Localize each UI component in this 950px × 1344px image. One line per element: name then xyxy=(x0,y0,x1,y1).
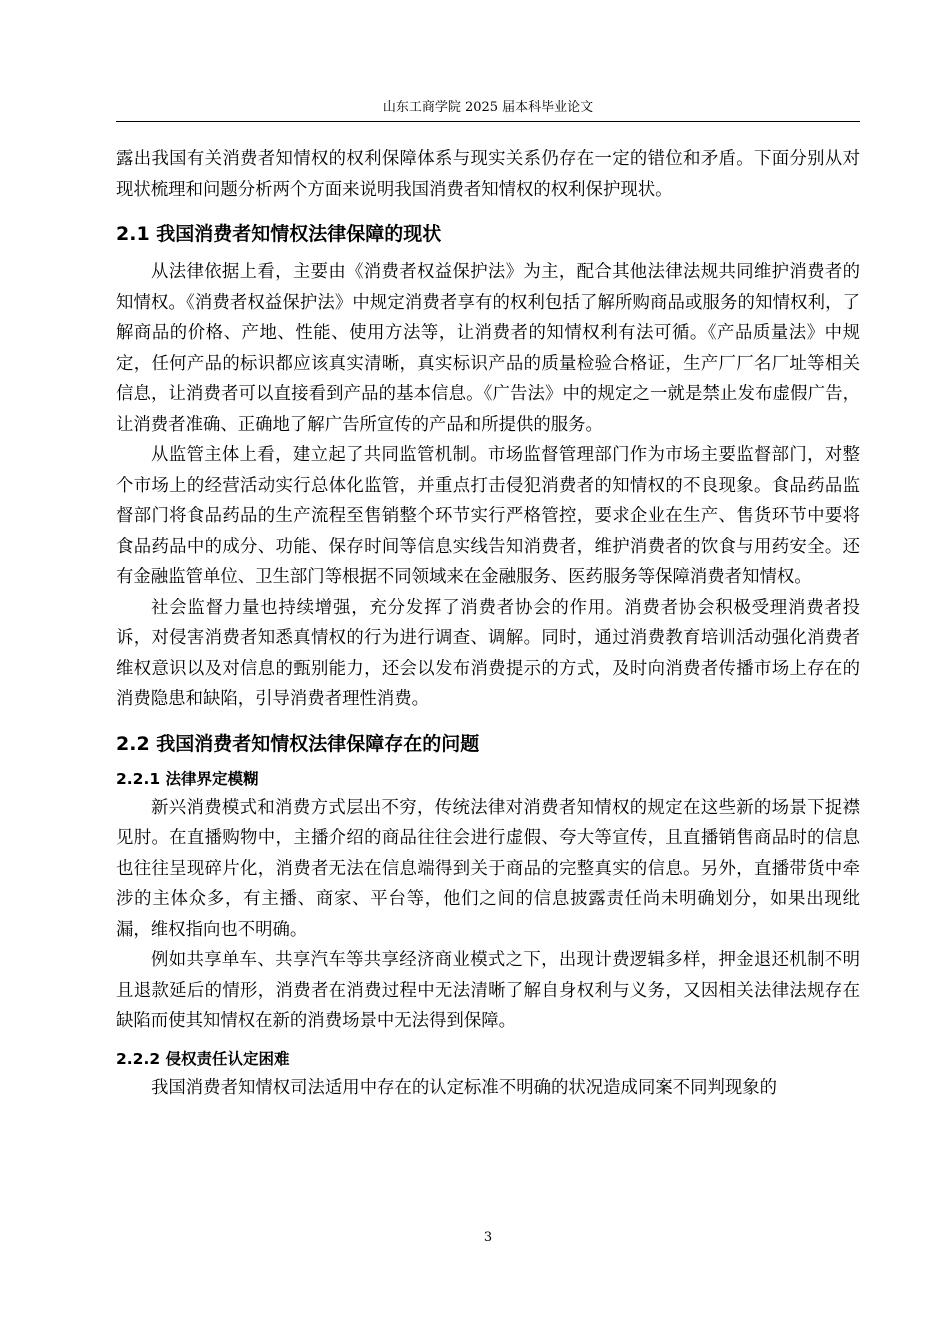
page-number: 3 xyxy=(483,1230,493,1245)
body-paragraph: 从监管主体上看，建立起了共同监管机制。市场监督管理部门作为市场主要监督部门，对整个市场上的经营活动实行总体化监管，并重点打击侵犯消费者的知情权的不良现象。食品药品监督部门将食品药品的生产流程至售销整个环节实行严格管控，要求企业在生产、售货环节中要将食品药品中的成分、功能、保存时间等信息实线告知消费者，维护消费者的饮食与用药安全。还有金融监管单位、卫生部门等根据不同领域来在金融服务、医药服务等保障消费者知情权。 xyxy=(116,445,860,587)
section-heading-2-1: 2.1 我国消费者知情权法律保障的现状 xyxy=(116,223,442,245)
header-rule xyxy=(116,121,860,122)
body-paragraph: 例如共享单车、共享汽车等共享经济商业模式之下，出现计费逻辑多样，押金退还机制不明且退款延后的情形，消费者在消费过程中无法清晰了解自身权利与义务，又因相关法律法规存在缺陷而使其知情权在新的消费场景中无法得到保障。 xyxy=(116,950,860,1031)
body-paragraph: 社会监督力量也持续增强，充分发挥了消费者协会的作用。消费者协会积极受理消费者投诉，对侵害消费者知悉真情权的行为进行调查、调解。同时，通过消费教育培训活动强化消费者维权意识以及对信息的甄别能力，还会以发布消费提示的方式，及时向消费者传播市场上存在的消费隐患和缺陷，引导消费者理性消费。 xyxy=(116,597,860,709)
section-heading-2-2: 2.2 我国消费者知情权法律保障存在的问题 xyxy=(116,732,480,755)
body-paragraph: 我国消费者知情权司法适用中存在的认定标准不明确的状况造成同案不同判现象的 xyxy=(151,1077,778,1098)
intro-paragraph: 露出我国有关消费者知情权的权利保障体系与现实关系仍存在一定的错位和矛盾。下面分别从对现状梳理和问题分析两个方面来说明我国消费者知情权的权利保护现状。 xyxy=(116,149,860,200)
body-paragraph: 从法律依据上看，主要由《消费者权益保护法》为主，配合其他法律法规共同维护消费者的知情权。《消费者权益保护法》中规定消费者享有的权利包括了解所购商品或服务的知情权利，了解商品的价格、产地、性能、使用方法等，让消费者的知情权利有法可循。《产品质量法》中规定，任何产品的标识都应该真实清晰，真实标识产品的质量检验合格证，生产厂厂名厂址等相关信息，让消费者可以直接看到产品的基本信息。《广告法》中的规定之一就是禁止发布虚假广告，让消费者准确、正确地了解广告所宣传的产品和所提供的服务。 xyxy=(116,262,860,435)
subsection-heading-2-2-2: 2.2.2 侵权责任认定困难 xyxy=(116,1049,290,1068)
running-header: 山东工商学院 2025 届本科毕业论文 xyxy=(382,100,594,115)
body-paragraph: 新兴消费模式和消费方式层出不穷，传统法律对消费者知情权的规定在这些新的场景下捉襟见肘。在直播购物中，主播介绍的商品往往会进行虚假、夸大等宣传，且直播销售商品时的信息也往往呈现碎片化，消费者无法在信息端得到关于商品的完整真实的信息。另外，直播带货中牵涉的主体众多，有主播、商家、平台等，他们之间的信息披露责任尚未明确划分，如果出现纰漏，维权指向也不明确。 xyxy=(116,797,860,940)
subsection-heading-2-2-1: 2.2.1 法律界定模糊 xyxy=(116,769,259,788)
document-body xyxy=(116,144,860,1103)
